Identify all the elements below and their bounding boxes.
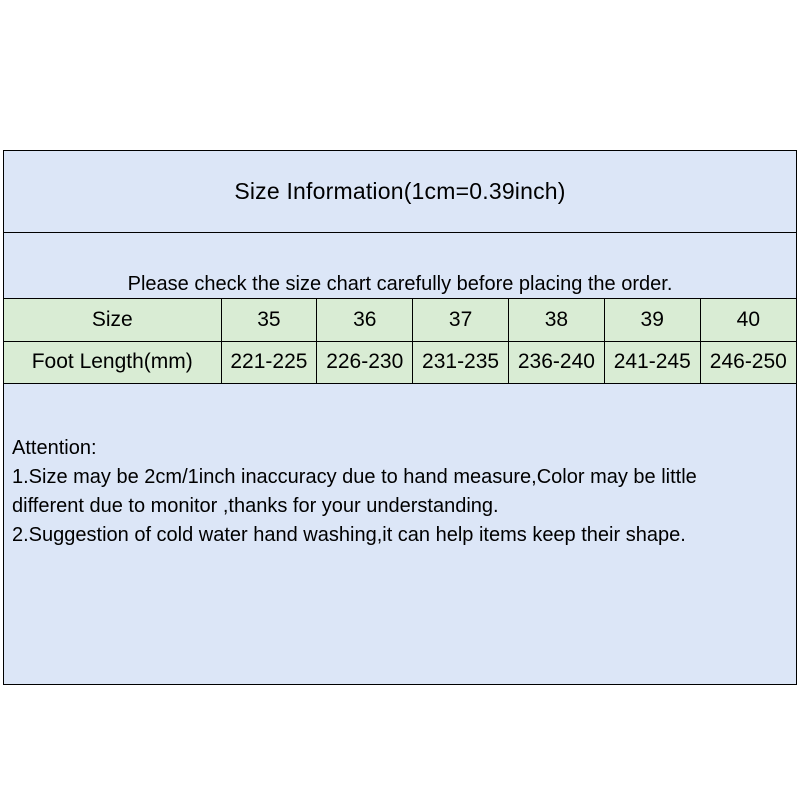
size-chart-sheet: [3, 150, 797, 685]
size-cell: 35: [221, 299, 317, 341]
attention-heading: Attention:: [12, 436, 97, 459]
title-band: [4, 151, 796, 233]
foot-length-cell: 221-225: [221, 341, 317, 383]
row-header-foot-length: Foot Length(mm): [4, 341, 221, 383]
size-cell: 38: [508, 299, 604, 341]
size-table: [4, 299, 796, 384]
notice-band: [4, 233, 796, 299]
table-row: [4, 341, 796, 383]
foot-length-cell: 246-250: [700, 341, 796, 383]
foot-length-cell: 236-240: [508, 341, 604, 383]
size-cell: 37: [413, 299, 509, 341]
attention-band: [4, 384, 796, 684]
attention-line: 1.Size may be 2cm/1inch inaccuracy due to hand measure,Color may be little: [12, 465, 697, 488]
attention-line: different due to monitor ,thanks for your understanding.: [12, 494, 499, 517]
size-cell: 39: [604, 299, 700, 341]
row-header-size: Size: [4, 299, 221, 341]
size-cell: 40: [700, 299, 796, 341]
foot-length-cell: 241-245: [604, 341, 700, 383]
size-cell: 36: [317, 299, 413, 341]
table-row: [4, 299, 796, 341]
foot-length-cell: 231-235: [413, 341, 509, 383]
size-chart-notice: Please check the size chart carefully before placing the order.: [127, 273, 673, 295]
page-title: Size Information(1cm=0.39inch): [234, 178, 566, 204]
attention-line: 2.Suggestion of cold water hand washing,it can help items keep their shape.: [12, 523, 686, 546]
foot-length-cell: 226-230: [317, 341, 413, 383]
